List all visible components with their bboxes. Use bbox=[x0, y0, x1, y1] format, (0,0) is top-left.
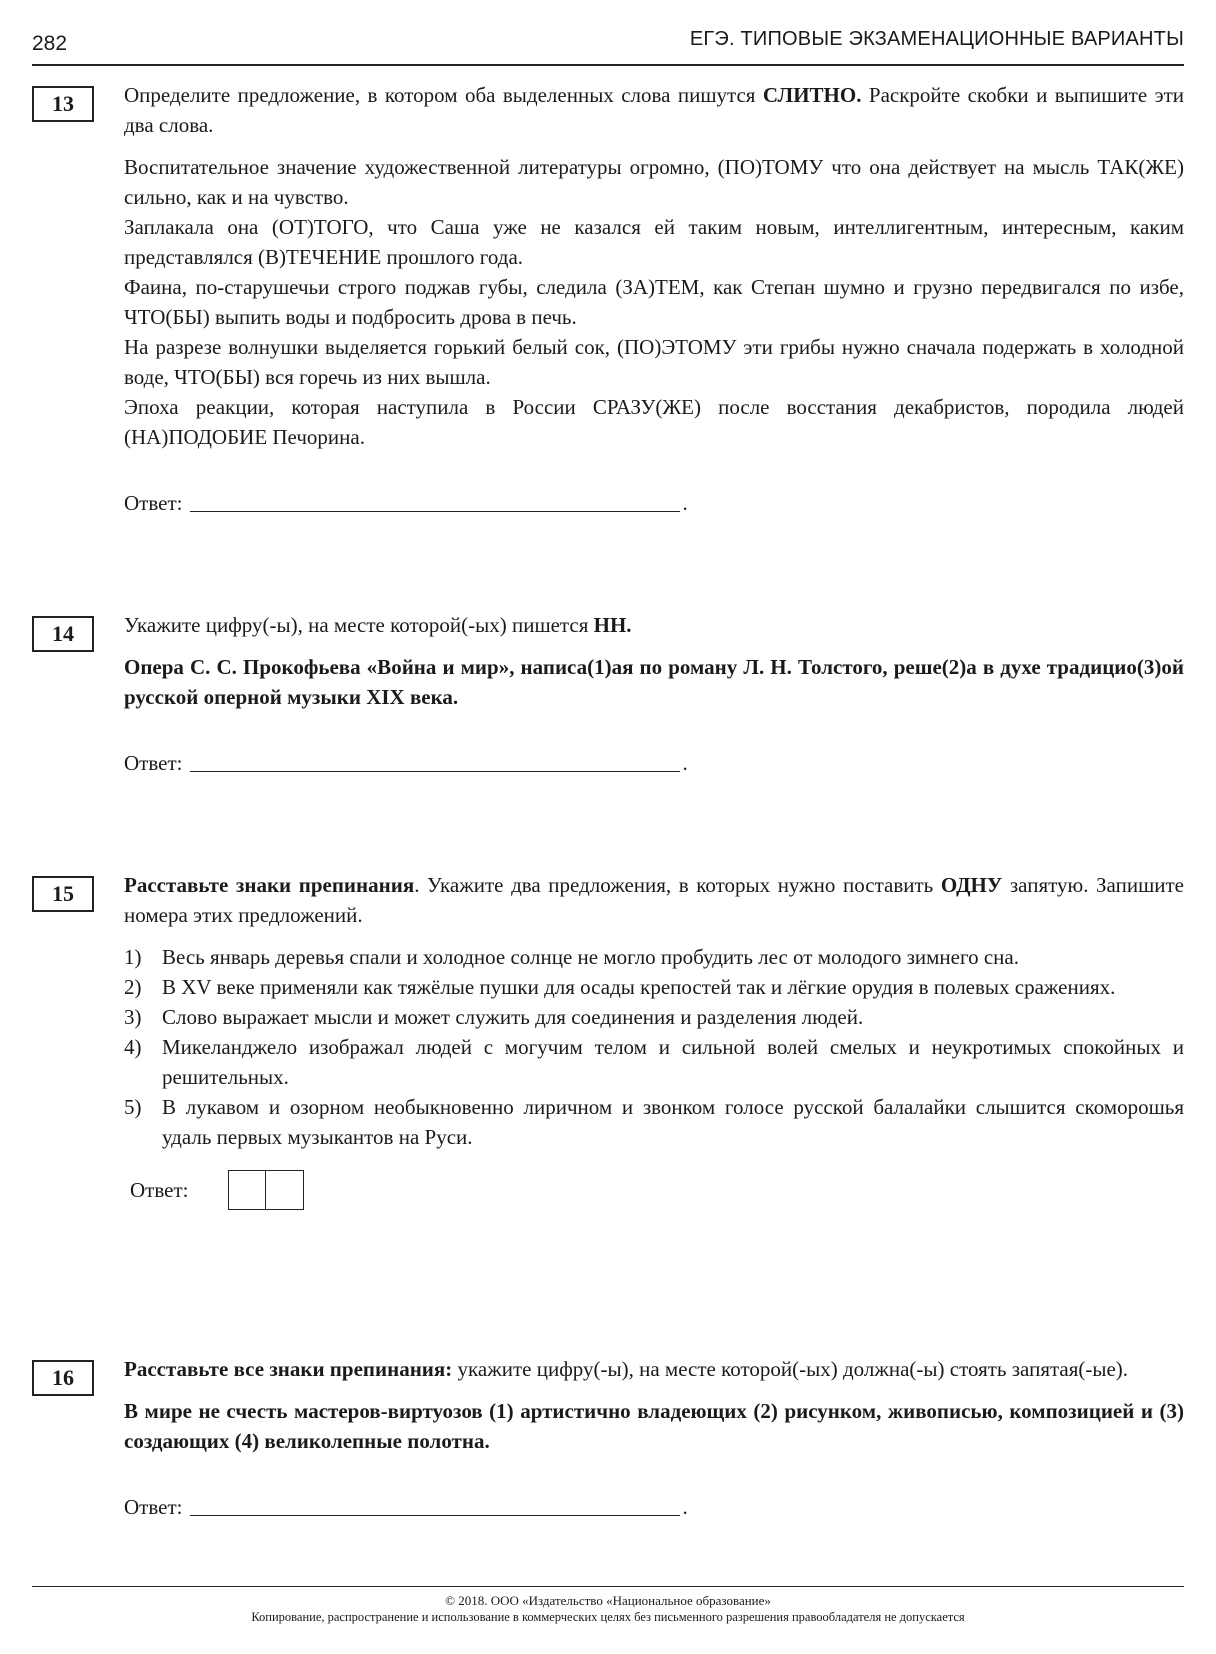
answer-row bbox=[124, 1492, 1184, 1522]
instruction-text: запятую. Запишите номера этих предложений. bbox=[124, 873, 1184, 927]
option-text: Весь январь деревья спали и холодное солнце не могло пробудить лес от молодого зимнего сна. bbox=[162, 945, 1019, 969]
answer-boxes bbox=[228, 1170, 304, 1210]
instruction-emphasis: СЛИТНО. bbox=[762, 83, 862, 107]
option-item bbox=[124, 1092, 1184, 1152]
answer-input-line[interactable] bbox=[190, 1514, 680, 1516]
instruction-emphasis: Расставьте знаки препинания bbox=[124, 873, 415, 897]
answer-label: Ответ: bbox=[130, 1178, 189, 1202]
task-body bbox=[124, 870, 1184, 1210]
task-instruction bbox=[124, 80, 1184, 140]
answer-label: Ответ: bbox=[124, 751, 183, 775]
answer-dot: . bbox=[682, 751, 688, 775]
page-header bbox=[32, 24, 1184, 66]
answer-input-line[interactable] bbox=[190, 770, 680, 772]
option-number: 4) bbox=[124, 1035, 142, 1059]
page-footer bbox=[32, 1586, 1184, 1625]
answer-row bbox=[130, 1170, 1184, 1210]
answer-label: Ответ: bbox=[124, 491, 183, 515]
option-number: 5) bbox=[124, 1095, 142, 1119]
task-number-box: 13 bbox=[32, 86, 94, 122]
instruction-text: Определите предложение, в котором оба выделенных слова пишутся bbox=[124, 83, 763, 107]
sentence: На разрезе волнушки выделяется горький белый сок, (ПО)ЭТОМУ эти грибы нужно сначала подержать в холодной воде, ЧТО(БЫ) вся горечь из них вышла. bbox=[124, 335, 1184, 389]
answer-input-line[interactable] bbox=[190, 510, 680, 512]
sentence: Заплакала она (ОТ)ТОГО, что Саша уже не казался ей таким новым, интеллигентным, интересным, каким представлялся (В)ТЕЧЕНИЕ прошлого года. bbox=[124, 215, 1184, 269]
option-text: Микеланджело изображал людей с могучим телом и сильной волей смелых и неукротимых спокойных и решительных. bbox=[162, 1035, 1184, 1089]
task-13 bbox=[32, 80, 1184, 518]
option-text: Слово выражает мысли и может служить для соединения и разделения людей. bbox=[162, 1005, 864, 1029]
instruction-text: укажите цифру(-ы), на месте которой(-ых) должна(-ы) стоять запятая(-ые). bbox=[452, 1357, 1129, 1381]
option-item bbox=[124, 1032, 1184, 1092]
task-15 bbox=[32, 870, 1184, 1210]
instruction-emphasis: ОДНУ bbox=[940, 873, 1003, 897]
instruction-emphasis: Расставьте все знаки препинания: bbox=[124, 1357, 453, 1381]
task-number-box: 16 bbox=[32, 1360, 94, 1396]
instruction-text: Укажите цифру(-ы), на месте которой(-ых) пишется bbox=[124, 613, 594, 637]
task-14 bbox=[32, 610, 1184, 778]
option-text: В лукавом и озорном необыкновенно лиричном и звонком голосе русской балалайки слышится скоморошья удаль первых музыкантов на Руси. bbox=[162, 1095, 1184, 1149]
task-body bbox=[124, 610, 1184, 778]
header-title: ЕГЭ. ТИПОВЫЕ ЭКЗАМЕНАЦИОННЫЕ ВАРИАНТЫ bbox=[689, 28, 1184, 50]
task-instruction bbox=[124, 1354, 1184, 1384]
task-body bbox=[124, 80, 1184, 518]
option-number: 2) bbox=[124, 975, 142, 999]
answer-dot: . bbox=[682, 1495, 688, 1519]
task-sentence: Опера С. С. Прокофьева «Война и мир», написа(1)ая по роману Л. Н. Толстого, реше(2)а в духе традицио(3)ой русской оперной музыки XIX века. bbox=[124, 655, 1184, 709]
task-instruction bbox=[124, 870, 1184, 930]
option-list bbox=[124, 942, 1184, 1152]
instruction-text: Раскройте скобки и выпишите эти два слова. bbox=[124, 83, 1185, 137]
footer-copyright: © 2018. ООО «Издательство «Национальное образование» bbox=[445, 1593, 771, 1608]
answer-digit-box[interactable] bbox=[228, 1170, 266, 1210]
answer-label: Ответ: bbox=[124, 1495, 183, 1519]
option-item bbox=[124, 942, 1184, 972]
sentence: Эпоха реакции, которая наступила в России СРАЗУ(ЖЕ) после восстания декабристов, породила людей (НА)ПОДОБИЕ Печорина. bbox=[124, 395, 1184, 449]
option-number: 1) bbox=[124, 945, 142, 969]
option-number: 3) bbox=[124, 1005, 142, 1029]
option-text: В XV веке применяли как тяжёлые пушки для осады крепостей так и лёгкие орудия в полевых сражениях. bbox=[162, 975, 1116, 999]
task-number-box: 15 bbox=[32, 876, 94, 912]
sentence: Воспитательное значение художественной литературы огромно, (ПО)ТОМУ что она действует на мысль ТАК(ЖЕ) сильно, как и на чувство. bbox=[124, 155, 1184, 209]
answer-dot: . bbox=[682, 491, 688, 515]
task-16 bbox=[32, 1354, 1184, 1522]
answer-digit-box[interactable] bbox=[266, 1170, 304, 1210]
task-instruction bbox=[124, 610, 1184, 640]
answer-row bbox=[124, 488, 1184, 518]
task-number-box: 14 bbox=[32, 616, 94, 652]
footer-legal-notice: Копирование, распространение и использование в коммерческих целях без письменного разрешения правообладателя не допускается bbox=[251, 1610, 965, 1624]
option-item bbox=[124, 1002, 1184, 1032]
task-sentence: В мире не счесть мастеров-виртуозов (1) артистично владеющих (2) рисунком, живописью, композицией и (3) создающих (4) великолепные полотна. bbox=[124, 1399, 1184, 1453]
page-number: 282 bbox=[32, 32, 68, 55]
answer-row bbox=[124, 748, 1184, 778]
task-body bbox=[124, 1354, 1184, 1522]
instruction-text: . Укажите два предложения, в которых нужно поставить bbox=[414, 873, 941, 897]
sentence: Фаина, по-старушечьи строго поджав губы, следила (ЗА)ТЕМ, как Степан шумно и грузно передвигался по избе, ЧТО(БЫ) выпить воды и подбросить дрова в печь. bbox=[124, 275, 1184, 329]
option-item bbox=[124, 972, 1184, 1002]
instruction-emphasis: НН. bbox=[593, 613, 632, 637]
